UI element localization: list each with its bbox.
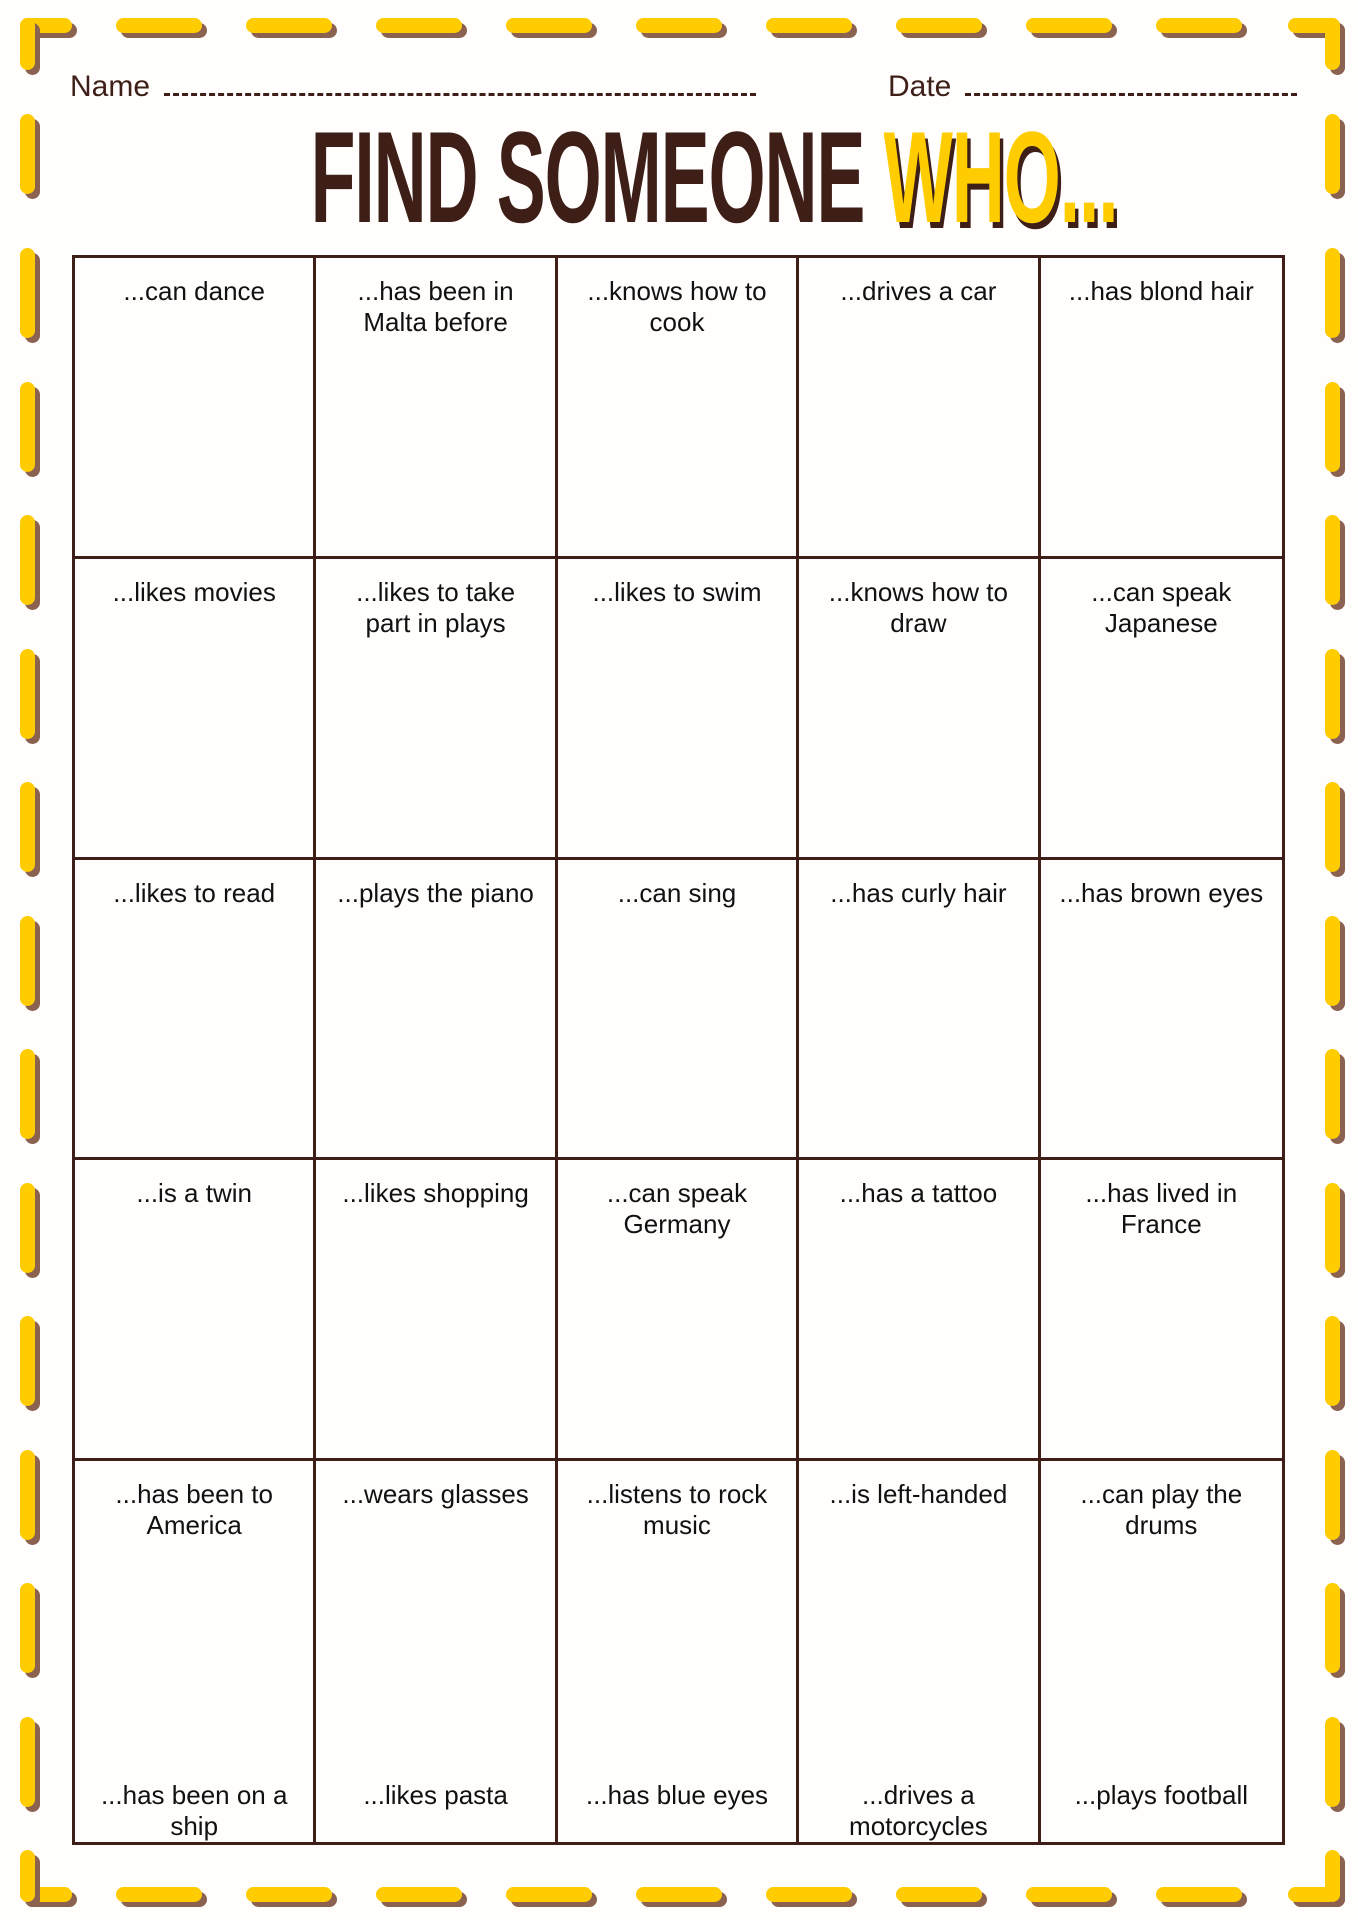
border-dash <box>20 1049 35 1139</box>
border-dash <box>1325 1183 1340 1273</box>
border-dash <box>376 18 462 33</box>
border-dash <box>1325 1316 1340 1406</box>
title-main: FIND SOMEONE <box>310 104 884 250</box>
border-dash <box>20 649 35 739</box>
corner-bottom-right-v <box>1325 1850 1340 1902</box>
grid-cell[interactable]: ...likes shopping <box>316 1160 557 1461</box>
border-dash <box>1156 18 1242 33</box>
grid-cell[interactable]: ...has blue eyes <box>558 1762 799 1842</box>
border-dash <box>766 18 852 33</box>
grid-cell[interactable]: ...has curly hair <box>799 860 1040 1161</box>
date-input-line[interactable] <box>965 93 1297 96</box>
grid-cell[interactable]: ...can dance <box>75 258 316 559</box>
grid-cell[interactable]: ...likes movies <box>75 559 316 860</box>
grid-cell[interactable]: ...has been in Malta before <box>316 258 557 559</box>
grid-cell[interactable]: ...likes pasta <box>316 1762 557 1842</box>
grid-cell[interactable]: ...likes to swim <box>558 559 799 860</box>
grid-cell[interactable]: ...knows how to draw <box>799 559 1040 860</box>
border-dash <box>1325 649 1340 739</box>
border-dash <box>896 1887 982 1902</box>
grid-cell[interactable]: ...has been to America <box>75 1461 316 1762</box>
grid-cell[interactable]: ...likes to take part in plays <box>316 559 557 860</box>
border-dash <box>1325 1049 1340 1139</box>
grid-cell[interactable]: ...has been on a ship <box>75 1762 316 1842</box>
corner-bottom-left-v <box>20 1850 35 1902</box>
grid-cell[interactable]: ...has a tattoo <box>799 1160 1040 1461</box>
border-dash <box>1026 1887 1112 1902</box>
grid-cell[interactable]: ...is left-handed <box>799 1461 1040 1762</box>
border-dash <box>1325 515 1340 605</box>
grid-cell[interactable]: ...listens to rock music <box>558 1461 799 1762</box>
border-dash <box>506 18 592 33</box>
border-dash <box>766 1887 852 1902</box>
border-dash <box>506 1887 592 1902</box>
border-dash <box>20 1316 35 1406</box>
bingo-grid <box>72 255 1285 1845</box>
name-label: Name <box>70 70 151 103</box>
border-dash <box>20 382 35 472</box>
border-dash <box>246 1887 332 1902</box>
grid-cell[interactable]: ...wears glasses <box>316 1461 557 1762</box>
border-dash <box>246 18 332 33</box>
border-dash <box>896 18 982 33</box>
border-dash <box>20 916 35 1006</box>
border-dash <box>1325 1717 1340 1807</box>
page-title <box>0 104 1358 250</box>
border-dash <box>636 1887 722 1902</box>
corner-top-left-v <box>20 18 35 70</box>
date-field[interactable] <box>888 68 1297 104</box>
date-label: Date <box>888 70 952 103</box>
border-dash <box>1325 248 1340 338</box>
name-field[interactable] <box>70 68 756 104</box>
border-dash <box>116 1887 202 1902</box>
grid-cell[interactable]: ...knows how to cook <box>558 258 799 559</box>
grid-cell[interactable]: ...is a twin <box>75 1160 316 1461</box>
title-accent: WHO... <box>883 104 1118 250</box>
border-dash <box>1325 782 1340 872</box>
grid-cell[interactable]: ...has brown eyes <box>1041 860 1282 1161</box>
border-dash <box>20 782 35 872</box>
grid-cell[interactable]: ...has blond hair <box>1041 258 1282 559</box>
grid-cell[interactable]: ...can speak Germany <box>558 1160 799 1461</box>
grid-cell[interactable]: ...likes to read <box>75 860 316 1161</box>
border-dash <box>116 18 202 33</box>
border-dash <box>20 515 35 605</box>
grid-cell[interactable]: ...has lived in France <box>1041 1160 1282 1461</box>
border-dash <box>20 1583 35 1673</box>
border-dash <box>1325 1583 1340 1673</box>
border-dash <box>1026 18 1112 33</box>
grid-cell[interactable]: ...plays football <box>1074 1779 1248 1810</box>
border-dash <box>1325 916 1340 1006</box>
border-dash <box>376 1887 462 1902</box>
grid-cell[interactable]: ...drives a car <box>799 258 1040 559</box>
border-dash <box>1325 1450 1340 1540</box>
border-dash <box>20 1717 35 1807</box>
grid-cell[interactable]: ...can play the drums <box>1080 1479 1243 1541</box>
grid-cell[interactable]: ...drives a motorcycles <box>799 1762 1040 1842</box>
grid-cell[interactable]: ...can sing <box>558 860 799 1161</box>
border-dash <box>20 1450 35 1540</box>
border-dash <box>1325 382 1340 472</box>
border-dash <box>1156 1887 1242 1902</box>
corner-top-right-v <box>1325 18 1340 70</box>
border-dash <box>20 1183 35 1273</box>
grid-cell[interactable]: ...plays the piano <box>316 860 557 1161</box>
border-dash <box>636 18 722 33</box>
grid-cell[interactable]: ...can speak Japanese <box>1041 559 1282 860</box>
border-dash <box>20 248 35 338</box>
name-input-line[interactable] <box>164 93 756 96</box>
